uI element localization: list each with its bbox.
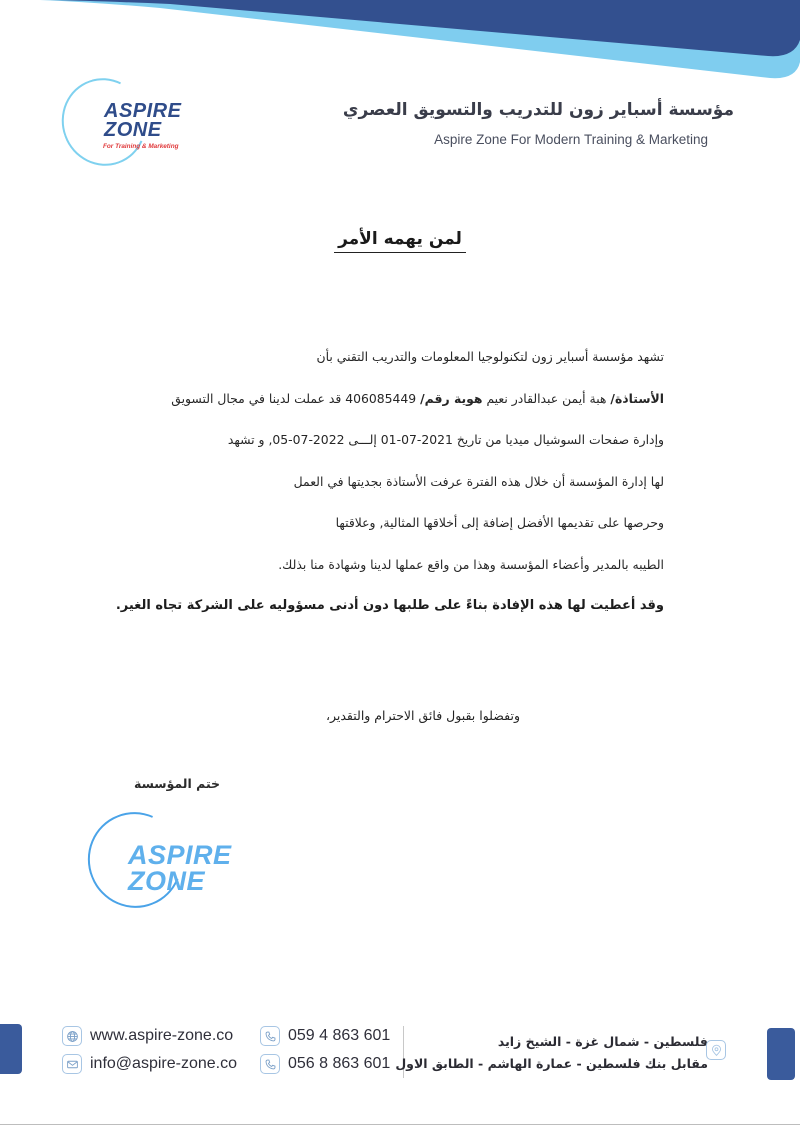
letter-title-wrap (0, 229, 800, 253)
footer-accent-right (767, 1028, 795, 1080)
body-line-2-rest: قد عملت لدينا في مجال التسويق (171, 390, 342, 406)
body-line-5: وحرصها على تقديمها الأفضل إضافة إلى أخلاقها المثالية, وعلاقتها (335, 515, 664, 530)
envelope-icon (62, 1054, 82, 1074)
footer-website[interactable] (62, 1026, 233, 1046)
logo-wordmark (104, 102, 181, 140)
phone-number-1[interactable]: 059 4 863 601 (288, 1027, 391, 1044)
globe-icon (62, 1026, 82, 1046)
website-link[interactable]: www.aspire-zone.co (90, 1027, 234, 1044)
body-line-4: لها إدارة المؤسسة أن خلال هذه الفترة عرفت الأستاذة بجديتها في العمل (293, 473, 664, 489)
footer-phone-2[interactable] (260, 1054, 390, 1074)
phone-icon (260, 1054, 280, 1074)
stamp-wordmark (128, 842, 232, 894)
address-line-2: مقابل بنك فلسطين - عمارة الهاشم - الطابق الاول (395, 1056, 708, 1071)
location-pin-icon (706, 1040, 726, 1060)
body-line-2 (132, 378, 664, 420)
logo-line-2: ZONE (104, 119, 162, 141)
footer-accent-left (0, 1024, 22, 1074)
company-logo (62, 78, 202, 168)
org-name-arabic: مؤسسة أسباير زون للتدريب والتسويق العصري (342, 100, 734, 120)
stamp-line-1: ASPIRE (128, 840, 232, 870)
footer-email[interactable] (62, 1054, 237, 1074)
body-line-3: وإدارة صفحات السوشيال ميديا من تاريخ 2021-07-01 إلـــى 2022-07-05, و تشهد (227, 432, 664, 447)
phone-number-2[interactable]: 056 8 863 601 (288, 1055, 391, 1072)
letter-title: لمن يهمه الأمر (334, 229, 466, 253)
id-label: هوية رقم/ (420, 390, 483, 406)
closing-statement: وقد أعطيت لها هذه الإفادة بناءً على طلبها دون أدنى مسؤوليه على الشركة تجاه الغير. (115, 598, 664, 613)
person-name: هبة أيمن عبدالقادر نعيم (486, 390, 607, 406)
stamp-label: ختم المؤسسة (134, 776, 221, 791)
page-bottom-edge (0, 1124, 800, 1125)
title-label: الأستاذة/ (610, 390, 664, 406)
footer-address (395, 1031, 708, 1075)
body-line-1: تشهد مؤسسة أسباير زون لتكنولوجيا المعلومات والتدريب التقني بأن (316, 349, 664, 364)
phone-icon (260, 1026, 280, 1046)
logo-line-1: ASPIRE (104, 100, 182, 122)
stamp-line-2: ZONE (128, 866, 206, 896)
id-number: 406085449 (345, 390, 417, 406)
regards-line: وتفضلوا بقبول فائق الاحترام والتقدير، (325, 708, 520, 723)
footer-phone-1[interactable] (260, 1026, 390, 1046)
body-line-6: الطيبه بالمدير وأعضاء المؤسسة وهذا من واقع عملها لدينا وشهادة منا بذلك. (278, 556, 664, 572)
address-line-1: فلسطين - شمال غزة - الشيخ زايد (497, 1034, 708, 1049)
header-band (0, 0, 800, 90)
company-stamp (88, 812, 258, 912)
letter-body (132, 336, 664, 585)
email-link[interactable]: info@aspire-zone.co (90, 1055, 237, 1072)
logo-tagline: For Training & Marketing (103, 143, 179, 150)
org-name-english: Aspire Zone For Modern Training & Marketing (434, 132, 708, 147)
